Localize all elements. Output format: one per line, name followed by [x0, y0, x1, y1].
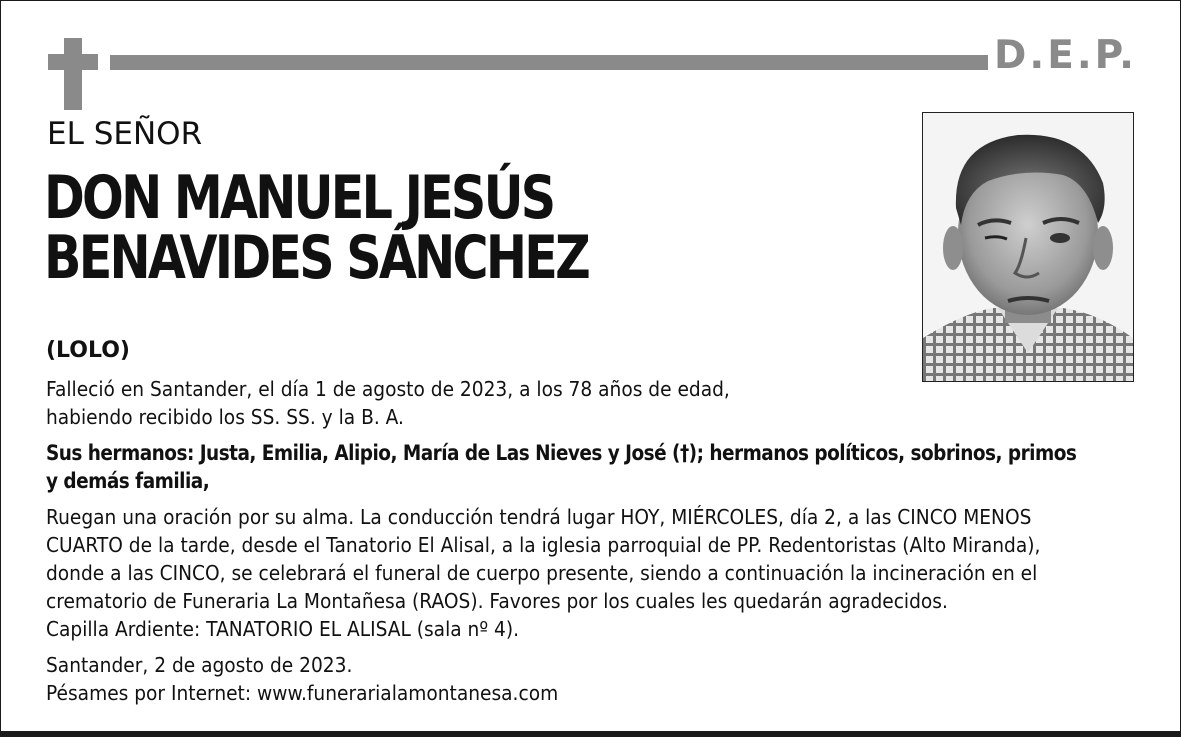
condolences-link: Pésames por Internet: www.funerarialamontanesa.com — [46, 681, 559, 705]
deceased-name — [44, 163, 588, 293]
death-notice-line-2: habiendo recibido los SS. SS. y la B. A. — [46, 405, 404, 429]
ceremony-line-4: crematorio de Funeraria La Montañesa (RAOS). Favores por los cuales les quedarán agradecidos. — [46, 589, 948, 613]
portrait-icon — [923, 113, 1133, 381]
ceremony-details — [46, 503, 1040, 643]
ceremony-line-2: CUARTO de la tarde, desde el Tanatorio El Alisal, a la iglesia parroquial de PP. Redentoristas (Alto Miranda), — [46, 533, 1041, 557]
family-line-2: y demás familia, — [46, 469, 210, 493]
bottom-rule — [0, 731, 1181, 737]
nickname: (LOLO) — [46, 338, 130, 363]
death-notice — [46, 375, 730, 431]
death-notice-line-1: Falleció en Santander, el día 1 de agosto de 2023, a los 78 años de edad, — [46, 377, 730, 401]
ceremony-line-1: Ruegan una oración por su alma. La conducción tendrá lugar HOY, MIÉRCOLES, día 2, a las CINCO MENOS — [46, 505, 1032, 529]
deceased-name-line-2: BENAVIDES SÁNCHEZ — [44, 223, 588, 293]
family-line-1: Sus hermanos: Justa, Emilia, Alipio, María de Las Nieves y José (†); hermanos políticos, sobrinos, primos — [46, 441, 1077, 465]
deceased-name-line-1: DON MANUEL JESÚS — [44, 163, 554, 233]
dep-label: D.E.P. — [994, 33, 1137, 78]
portrait-photo — [922, 112, 1134, 382]
ceremony-line-5: Capilla Ardiente: TANATORIO EL ALISAL (sala nº 4). — [46, 617, 520, 641]
family-list — [46, 439, 1076, 495]
footer — [46, 651, 558, 707]
header-rule — [110, 55, 988, 70]
title-prefix: EL SEÑOR — [47, 116, 203, 152]
ceremony-line-3: donde a las CINCO, se celebrará el funeral de cuerpo presente, siendo a continuación la incineración en el — [46, 561, 1038, 585]
place-date: Santander, 2 de agosto de 2023. — [46, 653, 353, 677]
cross-icon — [48, 38, 98, 110]
